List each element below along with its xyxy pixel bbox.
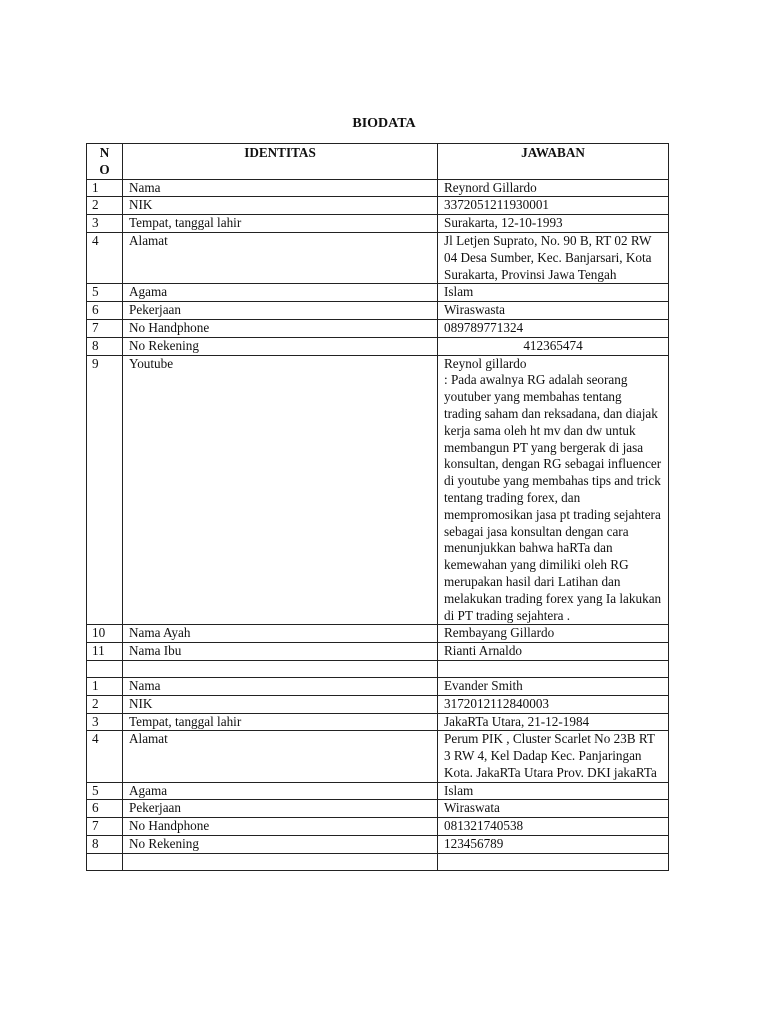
field-value: JakaRTa Utara, 21-12-1984 — [438, 713, 669, 731]
field-label: No Handphone — [123, 319, 438, 337]
field-value — [438, 355, 669, 625]
field-label: Youtube — [123, 355, 438, 625]
row-number: 1 — [87, 677, 123, 695]
field-label: Pekerjaan — [123, 800, 438, 818]
field-label: Pekerjaan — [123, 302, 438, 320]
table-row — [87, 232, 669, 283]
field-value: Surakarta, 12-10-1993 — [438, 215, 669, 233]
table-row — [87, 625, 669, 643]
document-title: BIODATA — [352, 116, 416, 131]
row-number: 2 — [87, 695, 123, 713]
field-value: 3172012112840003 — [438, 695, 669, 713]
field-value: Jl Letjen Suprato, No. 90 B, RT 02 RW 04 Desa Sumber, Kec. Banjarsari, Kota Surakarta, Provinsi Jawa Tengah — [438, 232, 669, 283]
field-value: 081321740538 — [438, 818, 669, 836]
table-row — [87, 695, 669, 713]
field-label: Nama — [123, 677, 438, 695]
field-label: Agama — [123, 782, 438, 800]
field-value: Rianti Arnaldo — [438, 643, 669, 661]
field-value: 089789771324 — [438, 319, 669, 337]
field-label: No Rekening — [123, 836, 438, 854]
row-number: 6 — [87, 800, 123, 818]
field-value: Wiraswasta — [438, 302, 669, 320]
field-label: Nama Ibu — [123, 643, 438, 661]
field-value: Islam — [438, 284, 669, 302]
table-row — [87, 731, 669, 782]
row-number: 4 — [87, 731, 123, 782]
field-value: 412365474 — [438, 337, 669, 355]
field-value: Wiraswata — [438, 800, 669, 818]
field-value-description: : Pada awalnya RG adalah seorang youtuber yang membahas tentang trading saham dan reksadana, dan diajak kerja sama oleh ht mv dan dw untuk membangun PT yang bergerak di jasa konsultan, dengan RG sebagai influencer di youtube yang membahas tips and trick tentang trading forex, dan mempromosikan jasa pt trading sejahtera sebagai jasa konsultan dengan cara menunjukkan bahwa haRTa dan kemewahan yang dimiliki oleh RG merupakan hasil dari Latihan dan melakukan trading forex yang Ia lakukan di PT trading sejahtera . — [444, 372, 662, 623]
table-row — [87, 836, 669, 854]
row-number — [87, 853, 123, 870]
field-label — [123, 853, 438, 870]
blank-row — [87, 853, 669, 870]
field-label: Alamat — [123, 232, 438, 283]
field-label: Nama — [123, 179, 438, 197]
row-number: 5 — [87, 284, 123, 302]
row-number: 1 — [87, 179, 123, 197]
field-label: NIK — [123, 695, 438, 713]
row-number: 8 — [87, 836, 123, 854]
table-row — [87, 677, 669, 695]
header-identitas: IDENTITAS — [123, 144, 438, 180]
table-row — [87, 284, 669, 302]
header-no: NO — [87, 144, 123, 180]
table-row — [87, 713, 669, 731]
table-row — [87, 643, 669, 661]
field-value — [438, 660, 669, 677]
field-label: Agama — [123, 284, 438, 302]
field-value-line: Reynol gillardo — [444, 355, 527, 371]
field-label: Nama Ayah — [123, 625, 438, 643]
field-label: NIK — [123, 197, 438, 215]
row-number: 8 — [87, 337, 123, 355]
table-row — [87, 337, 669, 355]
table-row — [87, 302, 669, 320]
field-value: Perum PIK , Cluster Scarlet No 23B RT 3 RW 4, Kel Dadap Kec. Panjaringan Kota. JakaRTa Utara Prov. DKI jakaRTa — [438, 731, 669, 782]
row-number: 9 — [87, 355, 123, 625]
row-number: 4 — [87, 232, 123, 283]
table-row — [87, 179, 669, 197]
blank-row — [87, 660, 669, 677]
table-row — [87, 355, 669, 625]
row-number: 6 — [87, 302, 123, 320]
row-number: 11 — [87, 643, 123, 661]
field-label: Alamat — [123, 731, 438, 782]
biodata-table — [86, 143, 669, 871]
field-value: 3372051211930001 — [438, 197, 669, 215]
field-value: 123456789 — [438, 836, 669, 854]
row-number: 7 — [87, 319, 123, 337]
row-number: 7 — [87, 818, 123, 836]
table-row — [87, 197, 669, 215]
field-label: Tempat, tanggal lahir — [123, 713, 438, 731]
field-value: Rembayang Gillardo — [438, 625, 669, 643]
row-number: 3 — [87, 215, 123, 233]
row-number — [87, 660, 123, 677]
field-value: Evander Smith — [438, 677, 669, 695]
table-row — [87, 215, 669, 233]
row-number: 3 — [87, 713, 123, 731]
field-value: Reynord Gillardo — [438, 179, 669, 197]
header-row — [87, 144, 669, 180]
table-row — [87, 319, 669, 337]
table-row — [87, 782, 669, 800]
table-row — [87, 818, 669, 836]
field-label: No Rekening — [123, 337, 438, 355]
field-label — [123, 660, 438, 677]
field-value: Islam — [438, 782, 669, 800]
row-number: 2 — [87, 197, 123, 215]
field-label: Tempat, tanggal lahir — [123, 215, 438, 233]
table-row — [87, 800, 669, 818]
field-label: No Handphone — [123, 818, 438, 836]
header-jawaban: JAWABAN — [438, 144, 669, 180]
row-number: 5 — [87, 782, 123, 800]
field-value — [438, 853, 669, 870]
row-number: 10 — [87, 625, 123, 643]
